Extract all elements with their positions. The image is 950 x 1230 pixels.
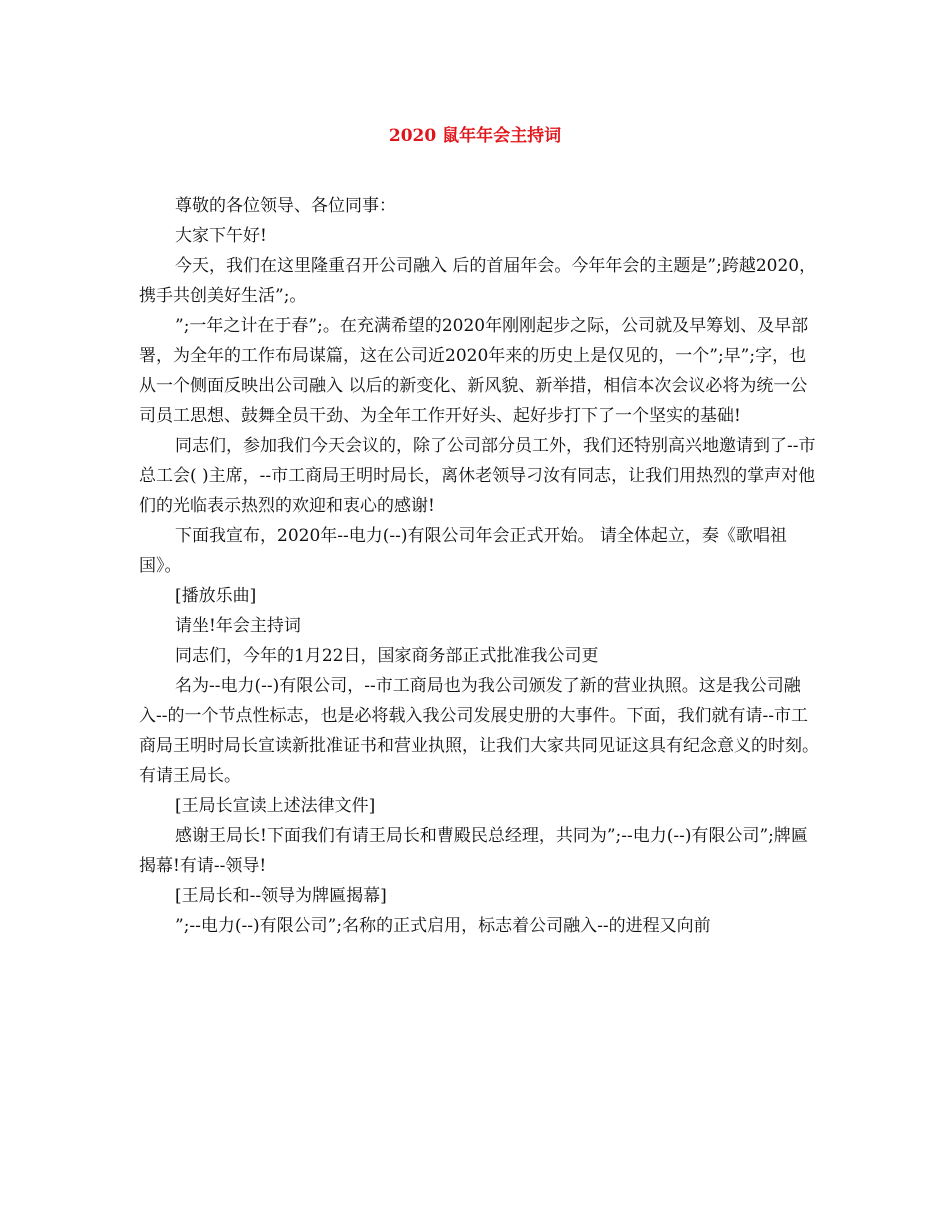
paragraph: 下面我宣布，2020年--电力(--)有限公司年会正式开始。 请全体起立，奏《歌唱祖国》。 bbox=[139, 526, 787, 576]
paragraph: [王局长宣读上述法律文件] bbox=[175, 796, 376, 816]
paragraph: 今天，我们在这里隆重召开公司融入 后的首届年会。今年年会的主题是”;跨越2020，携手共创美好生活”;。 bbox=[139, 256, 817, 306]
paragraph: [播放乐曲] bbox=[175, 586, 257, 606]
paragraph: 请坐!年会主持词 bbox=[175, 616, 301, 636]
paragraph: 感谢王局长!下面我们有请王局长和曹殿民总经理，共同为”;--电力(--)有限公司”;牌匾揭幕!有请--领导! bbox=[139, 826, 808, 876]
paragraph: 同志们，参加我们今天会议的，除了公司部分员工外，我们还特别高兴地邀请到了--市总工会( )主席，--市工商局王明时局长，离休老领导刁汝有同志，让我们用热烈的掌声对他们的光临表示热烈的欢迎和衷心的感谢! bbox=[139, 436, 816, 516]
paragraph: 名为--电力(--)有限公司，--市工商局也为我公司颁发了新的营业执照。这是我公司融入--的一个节点性标志，也是必将载入我公司发展史册的大事件。下面，我们就有请--市工商局王明时局长宣读新批准证书和营业执照，让我们大家共同见证这具有纪念意义的时刻。有请王局长。 bbox=[139, 676, 819, 786]
paragraph: ”;一年之计在于春”;。在充满希望的2020年刚刚起步之际，公司就及早筹划、及早部署，为全年的工作布局谋篇，这在公司近2020年来的历史上是仅见的，一个”;早”;字，也从一个侧面反映出公司融入 以后的新变化、新风貌、新举措，相信本次会议必将为统一公司员工思想、鼓舞全员干劲、为全年工作开好头、起好步打下了一个坚实的基础! bbox=[139, 316, 809, 426]
document-title: 2020 鼠年年会主持词 bbox=[388, 126, 562, 146]
paragraph: ”;--电力(--)有限公司”;名称的正式启用，标志着公司融入--的进程又向前 bbox=[175, 916, 711, 936]
document-body bbox=[139, 191, 819, 941]
paragraph: 大家下午好! bbox=[175, 226, 267, 246]
paragraph: 同志们，今年的1月22日，国家商务部正式批准我公司更 bbox=[175, 646, 599, 666]
paragraph: 尊敬的各位领导、各位同事： bbox=[175, 196, 396, 216]
paragraph: [王局长和--领导为牌匾揭幕] bbox=[175, 886, 387, 906]
